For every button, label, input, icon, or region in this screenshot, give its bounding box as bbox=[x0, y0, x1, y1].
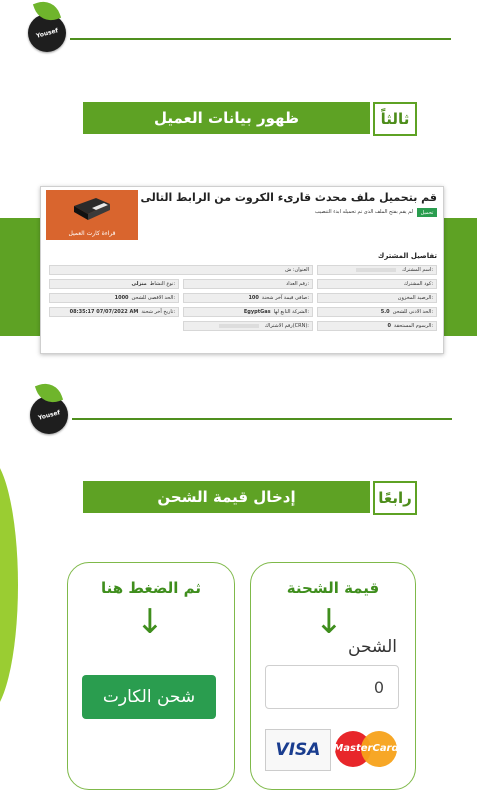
customer-data-screenshot bbox=[40, 186, 444, 354]
step4-number: رابعًا bbox=[378, 489, 412, 507]
step4-title: إدخال قيمة الشحن bbox=[157, 488, 296, 506]
press-heading: ثم الضغط هنا bbox=[100, 579, 202, 597]
charge-field-label: الشحن bbox=[348, 637, 397, 657]
subscriber-code-field: كود المشترك: bbox=[317, 279, 437, 289]
redacted-mark bbox=[219, 324, 259, 328]
brand-logo-text-2: Yousef bbox=[37, 408, 61, 422]
leaf-icon bbox=[35, 379, 63, 407]
mastercard-icon: MasterCard bbox=[333, 727, 399, 771]
last-charge-date-field: 08:35:17 07/07/2022 AM تاريخ آخر شحنة: bbox=[49, 307, 179, 317]
press-card bbox=[67, 562, 235, 790]
min-charge-field: 5.0 الحد الادنى للشحن: bbox=[317, 307, 437, 317]
max-charge-field: 1000 الحد الاقصى للشحن: bbox=[49, 293, 179, 303]
card-reader-button[interactable] bbox=[46, 190, 138, 240]
step3-number-box bbox=[373, 102, 417, 136]
brand-logo-icon bbox=[28, 14, 66, 52]
last-charge-net-field: 100 صافى قيمة آخر شحنة: bbox=[183, 293, 313, 303]
middle-divider bbox=[72, 418, 452, 420]
step3-title-bar bbox=[83, 102, 370, 134]
charge-amount-input[interactable]: 0 bbox=[265, 665, 399, 709]
card-reader-label: قراءة كارت العميل bbox=[68, 230, 116, 237]
download-note: لم يقم بفتح الملف الذى تم تحميله ابدء التنصيب bbox=[314, 209, 413, 215]
subscriber-name-field: اسم المشترك: bbox=[317, 265, 437, 275]
step4-title-bar bbox=[83, 481, 370, 513]
redacted-mark bbox=[356, 268, 396, 272]
decorative-arc bbox=[0, 455, 18, 715]
visa-icon: VISA bbox=[265, 729, 331, 771]
down-arrow-icon: ↓ bbox=[135, 602, 165, 642]
section-title: تفاصيل المشترك bbox=[377, 252, 437, 260]
step4-number-box bbox=[373, 481, 417, 515]
down-arrow-icon: ↓ bbox=[314, 602, 344, 642]
screenshot-heading: قم بتحميل ملف محدث قارىء الكروت من الرابط التالى bbox=[140, 191, 437, 204]
amount-card bbox=[250, 562, 416, 790]
due-fees-field: 0 الرسوم المستحقة: bbox=[317, 321, 437, 331]
step3-number: ثالثاً bbox=[380, 110, 410, 128]
card-reader-icon bbox=[70, 194, 114, 224]
right-green-band bbox=[441, 218, 477, 336]
top-divider bbox=[70, 38, 451, 40]
charge-card-button[interactable]: شحن الكارت bbox=[82, 675, 216, 719]
crn-field: رقم الاشتراك(CRN): bbox=[183, 321, 313, 331]
brand-logo-icon-2 bbox=[30, 396, 68, 434]
stored-balance-field: الرصيد المخزون: bbox=[317, 293, 437, 303]
brand-logo-text: Yousef bbox=[35, 26, 59, 40]
meter-number-field: رقم العداد: bbox=[183, 279, 313, 289]
download-button[interactable]: تحميل bbox=[417, 208, 437, 217]
leaf-icon bbox=[33, 0, 61, 25]
amount-heading: قيمة الشحنة bbox=[286, 579, 380, 597]
address-field: العنوان: ش bbox=[49, 265, 313, 275]
step3-title: ظهور بيانات العميل bbox=[153, 109, 300, 127]
left-green-band bbox=[0, 218, 40, 336]
activity-type-field: منزلى نوع النشاط: bbox=[49, 279, 179, 289]
company-field: EgyptGas الشركة التابع لها: bbox=[183, 307, 313, 317]
